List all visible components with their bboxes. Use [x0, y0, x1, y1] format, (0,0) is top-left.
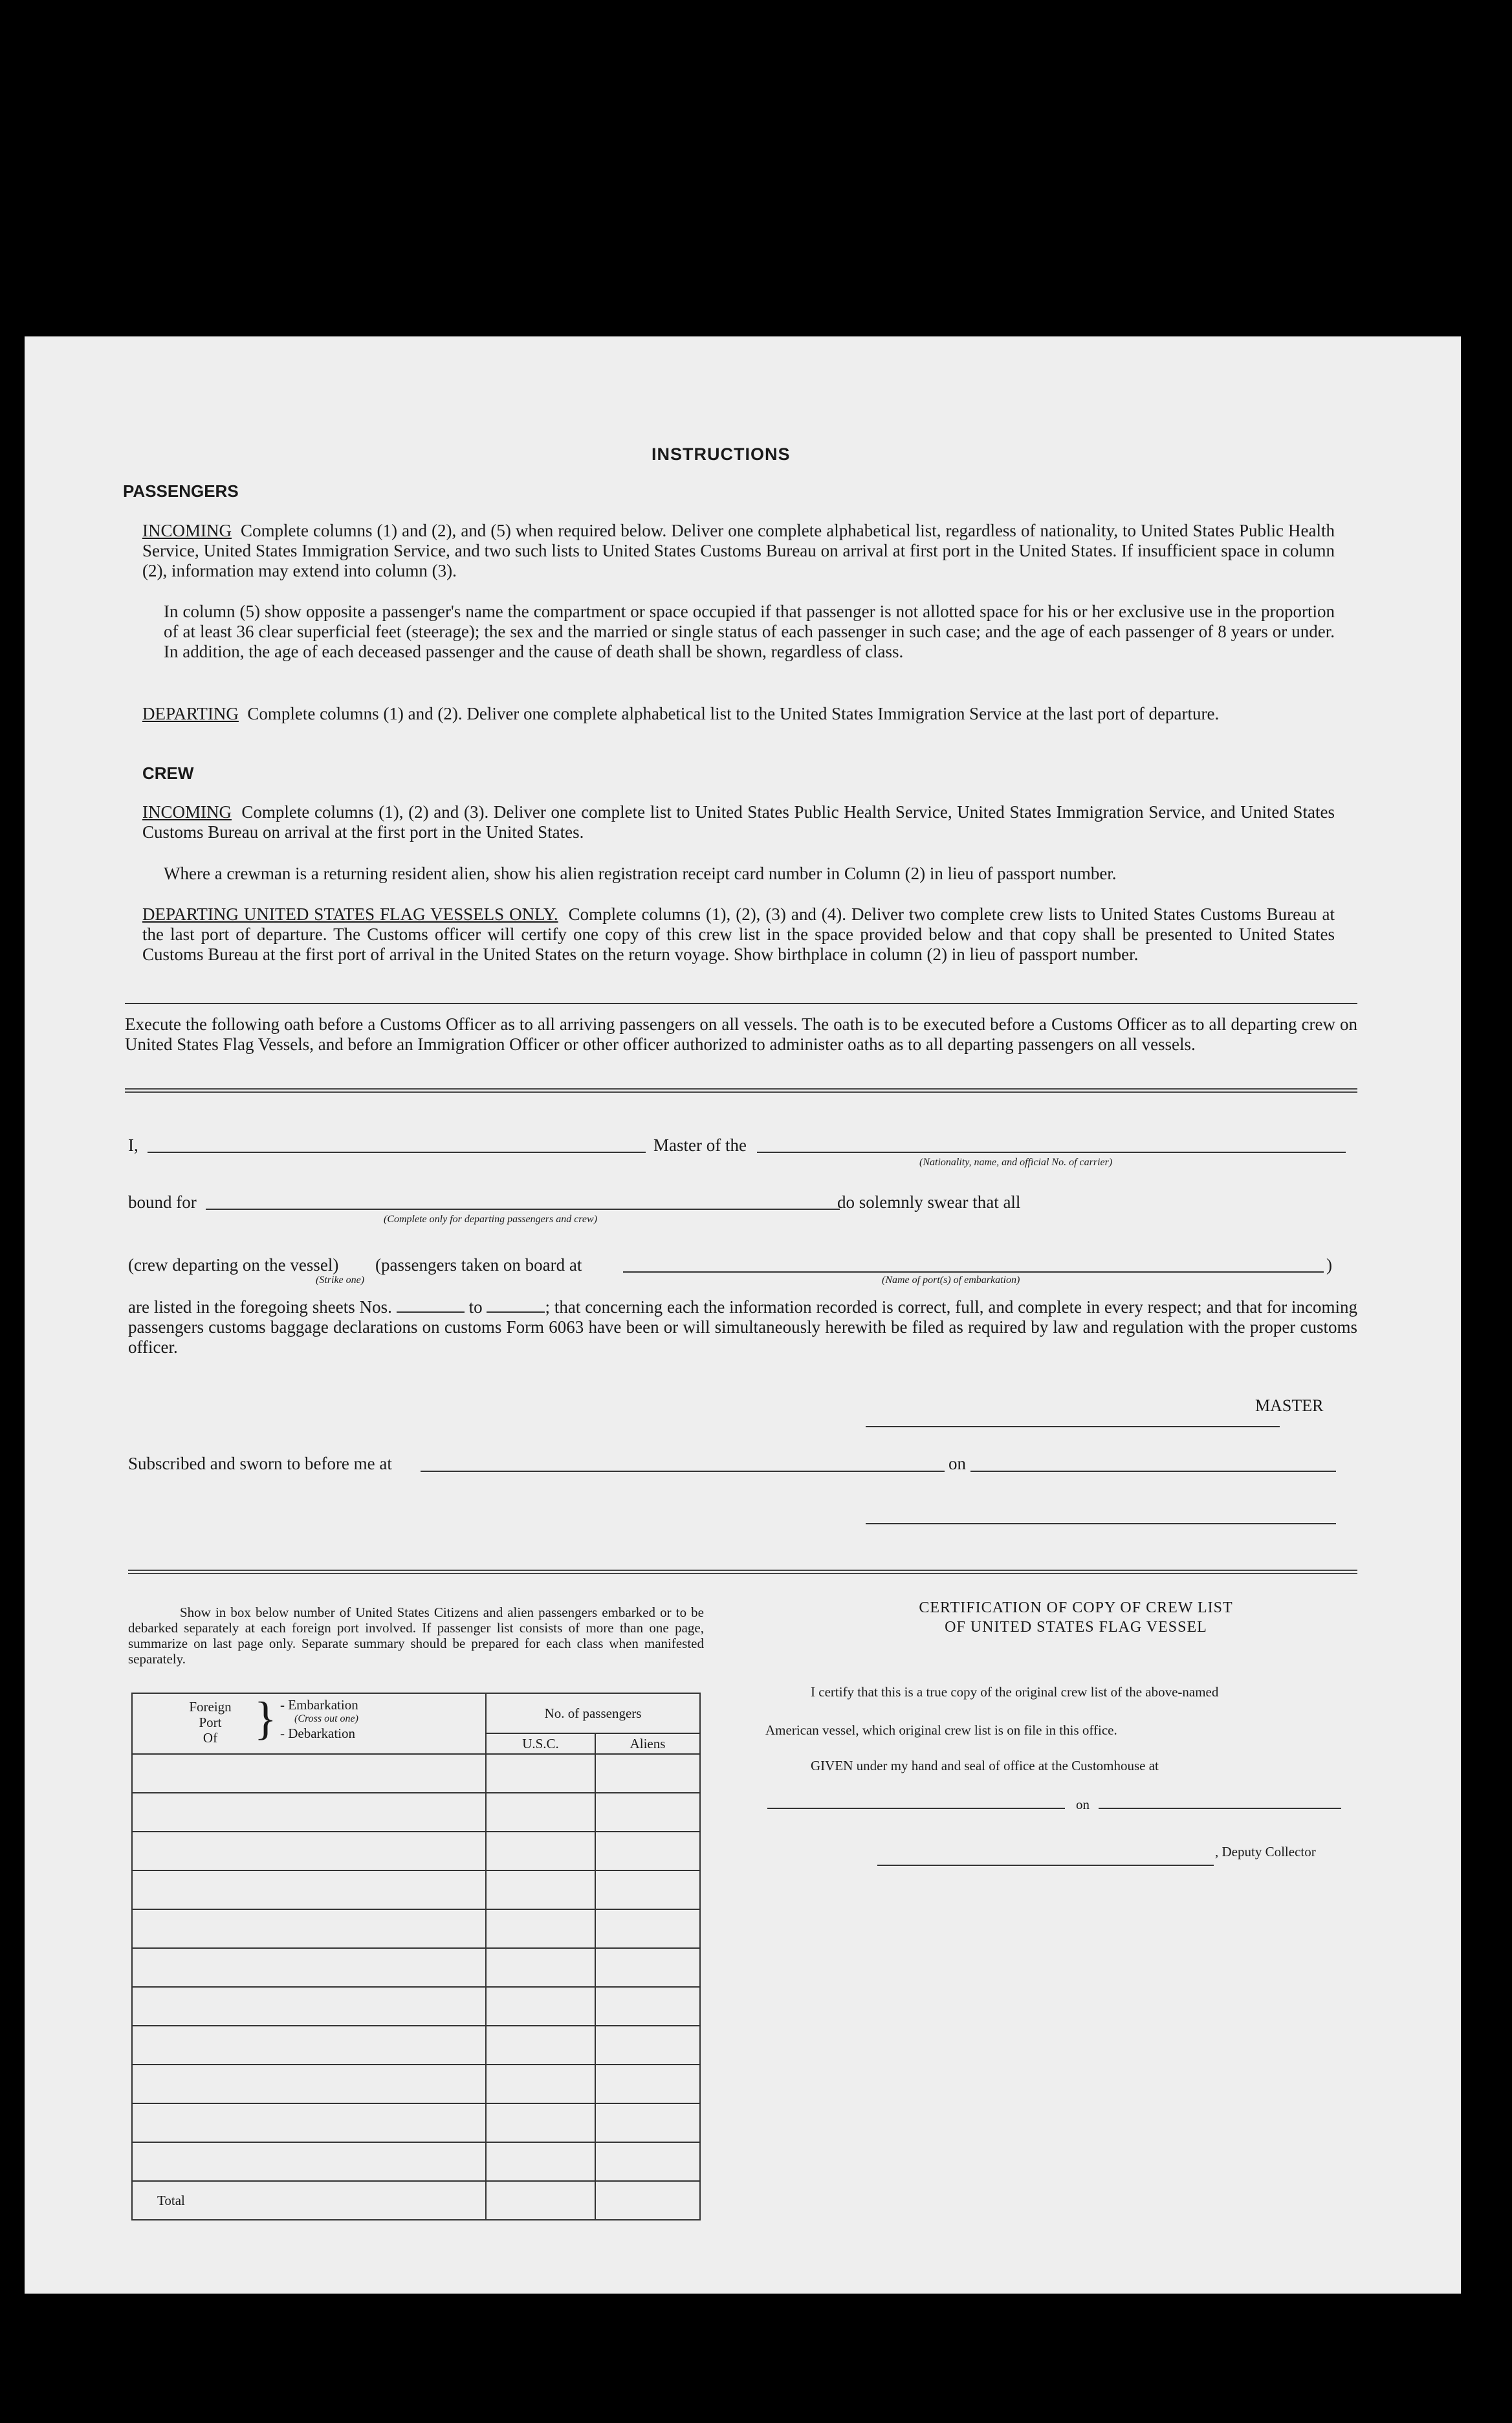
instructions-title: INSTRUCTIONS	[652, 444, 791, 464]
passengers-taken-option: (passengers taken on board at	[375, 1255, 582, 1275]
subscribed-date-field[interactable]	[970, 1456, 1336, 1472]
embarkation-ports-field[interactable]	[623, 1257, 1324, 1273]
no-of-passengers-header: No. of passengers	[486, 1693, 700, 1733]
usc-cell[interactable]	[486, 2065, 595, 2103]
aliens-cell[interactable]	[595, 1754, 700, 1793]
vessel-field[interactable]	[757, 1137, 1346, 1153]
usc-cell[interactable]	[486, 1987, 595, 2026]
double-divider	[125, 1088, 1357, 1093]
port-cell[interactable]	[132, 1870, 486, 1909]
certification-title-line1: CERTIFICATION OF COPY OF CREW LIST	[919, 1599, 1233, 1616]
given-text: GIVEN under my hand and seal of office at the Customhouse at	[811, 1758, 1159, 1773]
usc-cell[interactable]	[486, 2142, 595, 2181]
bound-for-label: bound for	[128, 1192, 197, 1212]
crew-departing-text: Complete columns (1), (2), (3) and (4). Deliver two complete crew lists to United States Customs Bureau at the last port of departure. The Customs officer will certify one copy of this crew list in the space provided below and that copy shall be presented to United States Customs Bureau at the first port of arrival in the United States on the return voyage. Show birthplace in column (2) in lieu of passport number.	[142, 905, 1335, 964]
usc-cell[interactable]	[486, 1793, 595, 1832]
passengers-heading: PASSENGERS	[123, 481, 239, 501]
crew-heading: CREW	[142, 763, 194, 783]
crew-incoming-paragraph	[142, 802, 1335, 842]
port-row	[132, 1987, 700, 2026]
bound-for-field[interactable]	[206, 1194, 840, 1210]
box-instructions: Show in box below number of United States Citizens and alien passengers embarked or to be debarked separately at each foreign port involved. If passenger list consists of more than one page, summarize on last page only. Separate summary should be prepared for each class when manifested separately.	[128, 1605, 704, 1667]
of-label: Of	[203, 1730, 218, 1746]
master-name-field[interactable]	[148, 1137, 646, 1153]
port-rows	[132, 1754, 700, 2181]
port-cell[interactable]	[132, 2026, 486, 2065]
port-cell[interactable]	[132, 1754, 486, 1793]
crew-incoming-text: Complete columns (1), (2) and (3). Deliver one complete list to United States Public Health Service, United States Immigration Service, and United States Customs Bureau on arrival at the first port in the United States.	[142, 802, 1335, 842]
oath-instructions: Execute the following oath before a Customs Officer as to all arriving passengers on all vessels. The oath is to be executed before a Customs Officer as to all departing crew on United States Flag Vessels, and before an Immigration Officer or other officer authorized to administer oaths as to all departing passengers on all vessels.	[125, 1014, 1357, 1054]
form-sheet	[25, 336, 1461, 2294]
aliens-header: Aliens	[595, 1733, 700, 1754]
usc-cell[interactable]	[486, 1948, 595, 1987]
deputy-collector-label: , Deputy Collector	[1215, 1844, 1316, 1859]
foreign-label: Foreign	[189, 1699, 232, 1715]
port-row	[132, 1948, 700, 1987]
certification-title-line2: OF UNITED STATES FLAG VESSEL	[945, 1619, 1207, 1636]
cross-out-label: (Cross out one)	[294, 1713, 358, 1724]
crew-departing-paragraph	[142, 905, 1335, 965]
total-aliens-cell[interactable]	[595, 2181, 700, 2220]
port-row	[132, 1870, 700, 1909]
master-label: MASTER	[1255, 1396, 1324, 1415]
port-row	[132, 1909, 700, 1948]
ports-caption: (Name of port(s) of embarkation)	[882, 1275, 1020, 1286]
subscribed-on-label: on	[948, 1454, 966, 1473]
passengers-departing-text: Complete columns (1) and (2). Deliver one complete alphabetical list to the United States Immigration Service at the last port of departure.	[247, 704, 1220, 723]
certification-title	[801, 1598, 1351, 1637]
master-of-label: Master of the	[653, 1135, 747, 1155]
crew-incoming-label: INCOMING	[142, 802, 232, 822]
embarkation-label: - Embarkation	[280, 1697, 358, 1713]
port-cell[interactable]	[132, 2065, 486, 2103]
crew-departing-label: DEPARTING UNITED STATES FLAG VESSELS ONLY.	[142, 905, 558, 924]
strike-caption: (Strike one)	[316, 1275, 365, 1286]
close-paren: )	[1326, 1255, 1332, 1275]
port-row	[132, 2026, 700, 2065]
nationality-caption: (Nationality, name, and official No. of carrier)	[919, 1157, 1113, 1168]
sheet-from-field[interactable]	[397, 1297, 465, 1313]
aliens-cell[interactable]	[595, 1832, 700, 1870]
port-row	[132, 2065, 700, 2103]
port-cell[interactable]	[132, 2103, 486, 2142]
oath-i-label: I,	[128, 1135, 138, 1155]
port-label: Port	[199, 1715, 222, 1730]
oath-statement	[128, 1297, 1357, 1357]
aliens-cell[interactable]	[595, 1987, 700, 2026]
port-cell[interactable]	[132, 1987, 486, 2026]
port-row	[132, 2142, 700, 2181]
port-cell[interactable]	[132, 1832, 486, 1870]
usc-cell[interactable]	[486, 1909, 595, 1948]
crew-resident-paragraph: Where a crewman is a returning resident alien, show his alien registration receipt card number in Column (2) in lieu of passport number.	[164, 864, 1117, 883]
aliens-cell[interactable]	[595, 1909, 700, 1948]
sheet-to-field[interactable]	[487, 1297, 545, 1313]
listed-start: are listed in the foregoing sheets Nos.	[128, 1297, 392, 1317]
usc-cell[interactable]	[486, 1754, 595, 1793]
master-signature-field[interactable]	[866, 1412, 1280, 1427]
certification-on-label: on	[1076, 1797, 1090, 1812]
officer-signature-field[interactable]	[866, 1509, 1336, 1524]
to-label: to	[468, 1297, 483, 1317]
port-header-cell	[132, 1693, 486, 1754]
passengers-departing-paragraph	[142, 704, 1335, 724]
port-row	[132, 1793, 700, 1832]
passengers-column5-paragraph: In column (5) show opposite a passenger's name the compartment or space occupied if that passenger is not allotted space for his or her exclusive use in the proportion of at least 36 clear superficial feet (steerage); the sex and the married or single status of each passenger in such case; and the age of each passenger of 8 years or under. In addition, the age of each deceased passenger and the cause of death shall be shown, regardless of class.	[164, 602, 1335, 661]
deputy-signature-field[interactable]	[877, 1850, 1214, 1866]
usc-cell[interactable]	[486, 1832, 595, 1870]
aliens-cell[interactable]	[595, 1870, 700, 1909]
certify-text-2: American vessel, which original crew list is on file in this office.	[765, 1722, 1117, 1738]
aliens-cell[interactable]	[595, 2065, 700, 2103]
passengers-incoming-text: Complete columns (1) and (2), and (5) when required below. Deliver one complete alphabetical list, regardless of nationality, to United States Public Health Service, United States Immigration Service, and two such lists to United States Customs Bureau on arrival at first port in the United States. If insufficient space in column (2), information may extend into column (3).	[142, 521, 1335, 580]
aliens-cell[interactable]	[595, 1948, 700, 1987]
bound-for-caption: (Complete only for departing passengers and crew)	[384, 1214, 598, 1225]
passengers-incoming-label: INCOMING	[142, 521, 232, 540]
total-usc-cell[interactable]	[486, 2181, 595, 2220]
port-row	[132, 1832, 700, 1870]
debarkation-label: - Debarkation	[280, 1726, 356, 1741]
subscribed-label: Subscribed and sworn to before me at	[128, 1454, 392, 1473]
swear-label: do solemnly swear that all	[837, 1192, 1021, 1212]
total-label: Total	[132, 2181, 486, 2220]
aliens-cell[interactable]	[595, 2026, 700, 2065]
divider	[125, 1003, 1357, 1004]
usc-cell[interactable]	[486, 1870, 595, 1909]
brace-icon: }	[254, 1693, 277, 1744]
double-divider-2	[128, 1570, 1357, 1574]
certify-text: I certify that this is a true copy of the original crew list of the above-named	[811, 1684, 1219, 1700]
passengers-departing-label: DEPARTING	[142, 704, 239, 723]
port-cell[interactable]	[132, 1793, 486, 1832]
port-cell[interactable]	[132, 1948, 486, 1987]
usc-header: U.S.C.	[486, 1733, 595, 1754]
aliens-cell[interactable]	[595, 1793, 700, 1832]
listed-rest: ; that concerning each the information recorded is correct, full, and complete in every respect; and that for incoming passengers customs baggage declarations on customs Form 6063 have been or will simultaneously herewith be filed as required by law and regulation with the proper customs officer.	[128, 1297, 1358, 1357]
port-row	[132, 1754, 700, 1793]
certification-date-field[interactable]	[1099, 1793, 1341, 1809]
passengers-incoming-paragraph	[142, 521, 1335, 581]
port-cell[interactable]	[132, 2142, 486, 2181]
usc-cell[interactable]	[486, 2103, 595, 2142]
port-row	[132, 2103, 700, 2142]
ports-table	[131, 1693, 701, 2220]
crew-departing-option: (crew departing on the vessel)	[128, 1255, 339, 1275]
customhouse-field[interactable]	[767, 1793, 1065, 1809]
subscribed-place-field[interactable]	[421, 1456, 945, 1472]
aliens-cell[interactable]	[595, 2103, 700, 2142]
aliens-cell[interactable]	[595, 2142, 700, 2181]
port-cell[interactable]	[132, 1909, 486, 1948]
usc-cell[interactable]	[486, 2026, 595, 2065]
